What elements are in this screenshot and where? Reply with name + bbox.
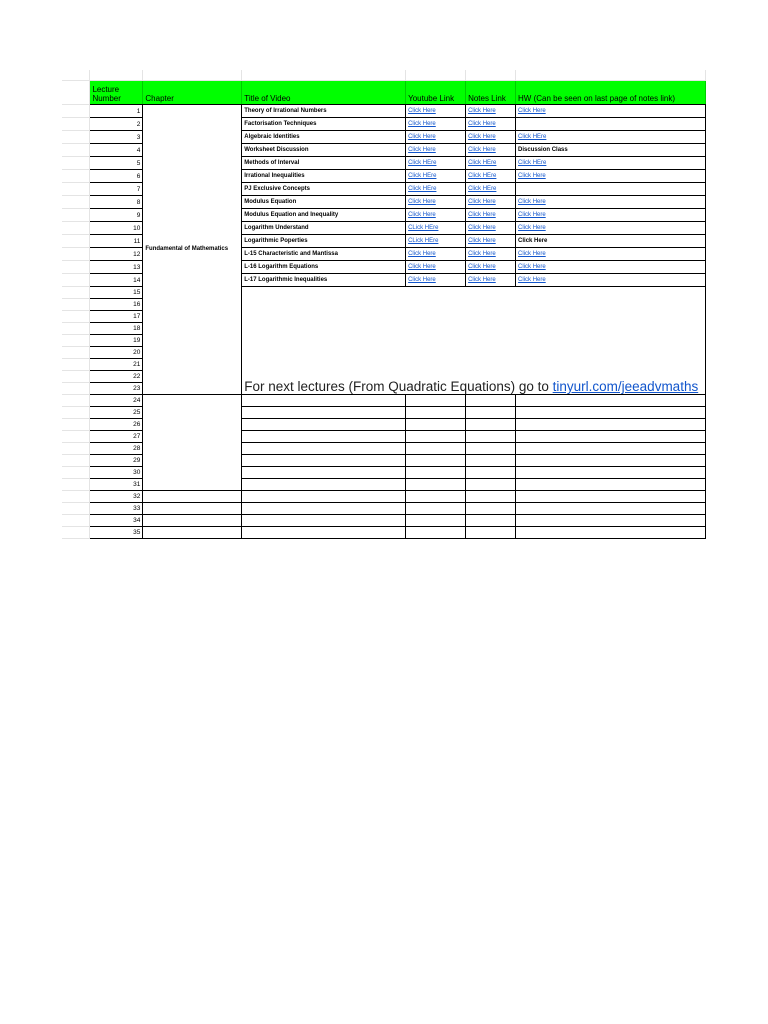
chapter-cell <box>143 491 242 503</box>
header-lecture-number: Lecture Number <box>90 81 143 105</box>
notes-cell <box>466 443 516 455</box>
lecture-number: 30 <box>90 467 143 479</box>
youtube-cell <box>406 467 466 479</box>
youtube-link[interactable]: Click Here <box>408 199 436 205</box>
notes-cell <box>466 491 516 503</box>
notes-cell <box>466 118 516 131</box>
hw-cell <box>516 131 706 144</box>
lecture-number: 31 <box>90 479 143 491</box>
video-title <box>242 419 406 431</box>
notes-cell <box>466 209 516 222</box>
notes-cell <box>466 407 516 419</box>
youtube-cell <box>406 248 466 261</box>
header-gutter <box>62 81 90 105</box>
video-title: Factorisation Techniques <box>242 118 406 131</box>
notes-cell <box>466 527 516 539</box>
hw-cell <box>516 170 706 183</box>
video-title <box>242 527 406 539</box>
notes-link[interactable]: Click Here <box>468 108 496 114</box>
hw-link[interactable]: Click Here <box>518 251 546 257</box>
lecture-number: 35 <box>90 527 143 539</box>
hw-cell <box>516 503 706 515</box>
lecture-number: 33 <box>90 503 143 515</box>
hw-cell <box>516 431 706 443</box>
youtube-link[interactable]: Click Here <box>408 121 436 127</box>
hw-cell <box>516 248 706 261</box>
row-gutter <box>62 196 90 209</box>
notes-cell <box>466 395 516 407</box>
lecture-number: 23 <box>90 383 143 395</box>
lecture-number: 10 <box>90 222 143 235</box>
hw-cell <box>516 105 706 118</box>
youtube-link[interactable]: Click HEre <box>408 173 437 179</box>
lecture-number: 32 <box>90 491 143 503</box>
hw-cell <box>516 479 706 491</box>
row-gutter <box>62 235 90 248</box>
lecture-number: 14 <box>90 274 143 287</box>
notes-link[interactable]: Click HEre <box>468 173 497 179</box>
row-gutter <box>62 515 90 527</box>
youtube-cell <box>406 131 466 144</box>
video-title <box>242 431 406 443</box>
notes-link[interactable]: Click Here <box>468 121 496 127</box>
video-title: Methods of Interval <box>242 157 406 170</box>
youtube-cell <box>406 395 466 407</box>
table-row <box>62 515 706 527</box>
hw-link[interactable]: Click Here <box>518 108 546 114</box>
youtube-cell <box>406 118 466 131</box>
next-lectures-link[interactable]: tinyurl.com/jeeadvmaths <box>552 379 699 394</box>
row-gutter <box>62 359 90 371</box>
hw-link[interactable]: Click Here <box>518 225 546 231</box>
row-gutter <box>62 431 90 443</box>
notes-cell <box>466 479 516 491</box>
youtube-cell <box>406 105 466 118</box>
row-gutter <box>62 323 90 335</box>
notes-link[interactable]: Click Here <box>468 238 496 244</box>
row-gutter <box>62 157 90 170</box>
youtube-cell <box>406 222 466 235</box>
lecture-number: 18 <box>90 323 143 335</box>
youtube-link[interactable]: Click Here <box>408 134 436 140</box>
lecture-number: 24 <box>90 395 143 407</box>
hw-cell <box>516 209 706 222</box>
hw-text: Discussion Class <box>516 144 706 157</box>
header-row <box>62 81 706 105</box>
hw-text: Click Here <box>516 235 706 248</box>
table-row <box>62 491 706 503</box>
row-gutter <box>62 274 90 287</box>
row-gutter <box>62 443 90 455</box>
next-lectures-cell <box>242 287 706 395</box>
row-gutter <box>62 311 90 323</box>
hw-cell <box>516 419 706 431</box>
chapter-cell <box>143 527 242 539</box>
video-title: Irrational Inequalities <box>242 170 406 183</box>
chapter-cell <box>143 503 242 515</box>
youtube-link[interactable]: Click Here <box>408 147 436 153</box>
lecture-number: 3 <box>90 131 143 144</box>
notes-link[interactable]: Click Here <box>468 134 496 140</box>
video-title <box>242 503 406 515</box>
hw-cell <box>516 157 706 170</box>
hw-link[interactable]: Click Here <box>518 212 546 218</box>
youtube-link[interactable]: Click Here <box>408 277 436 283</box>
row-gutter <box>62 479 90 491</box>
hw-cell <box>516 467 706 479</box>
row-gutter <box>62 105 90 118</box>
notes-link[interactable]: Click Here <box>468 277 496 283</box>
video-title: Modulus Equation and Inequality <box>242 209 406 222</box>
youtube-cell <box>406 491 466 503</box>
youtube-cell <box>406 479 466 491</box>
video-title: L-17 Logarithmic Inequalities <box>242 274 406 287</box>
hw-link[interactable]: Click Here <box>518 277 546 283</box>
row-gutter <box>62 383 90 395</box>
row-gutter <box>62 131 90 144</box>
hw-cell <box>516 261 706 274</box>
youtube-cell <box>406 235 466 248</box>
video-title: Modulus Equation <box>242 196 406 209</box>
hw-cell <box>516 443 706 455</box>
video-title: L-15 Characteristic and Mantissa <box>242 248 406 261</box>
lecture-number: 7 <box>90 183 143 196</box>
notes-link[interactable]: Click HEre <box>468 186 497 192</box>
youtube-cell <box>406 196 466 209</box>
row-gutter <box>62 222 90 235</box>
next-lectures-note <box>244 381 698 392</box>
youtube-cell <box>406 407 466 419</box>
notes-cell <box>466 144 516 157</box>
row-gutter <box>62 407 90 419</box>
youtube-link[interactable]: Click Here <box>408 251 436 257</box>
table-row <box>62 527 706 539</box>
row-gutter <box>62 527 90 539</box>
lecture-number: 9 <box>90 209 143 222</box>
lecture-number: 1 <box>90 105 143 118</box>
video-title: Algebraic Identities <box>242 131 406 144</box>
youtube-cell <box>406 170 466 183</box>
lecture-number: 11 <box>90 235 143 248</box>
youtube-cell <box>406 419 466 431</box>
notes-link[interactable]: Click Here <box>468 264 496 270</box>
row-gutter <box>62 371 90 383</box>
hw-link[interactable]: Click Here <box>518 173 546 179</box>
youtube-cell <box>406 209 466 222</box>
video-title <box>242 479 406 491</box>
row-gutter <box>62 491 90 503</box>
notes-cell <box>466 467 516 479</box>
row-gutter <box>62 183 90 196</box>
hw-cell <box>516 222 706 235</box>
notes-cell <box>466 157 516 170</box>
lecture-number: 20 <box>90 347 143 359</box>
notes-link[interactable]: Click Here <box>468 199 496 205</box>
chapter-cell <box>143 515 242 527</box>
notes-cell <box>466 105 516 118</box>
lecture-number: 19 <box>90 335 143 347</box>
spacer-row <box>62 70 706 81</box>
hw-text <box>516 183 706 196</box>
hw-cell <box>516 515 706 527</box>
lecture-spreadsheet <box>62 70 706 539</box>
row-gutter <box>62 455 90 467</box>
lecture-number: 21 <box>90 359 143 371</box>
youtube-cell <box>406 274 466 287</box>
lecture-number: 22 <box>90 371 143 383</box>
notes-cell <box>466 419 516 431</box>
header-title: Title of Video <box>242 81 406 105</box>
youtube-link[interactable]: Click Here <box>408 108 436 114</box>
lecture-number: 15 <box>90 287 143 299</box>
video-title: L-16 Logarithm Equations <box>242 261 406 274</box>
row-gutter <box>62 170 90 183</box>
row-gutter <box>62 335 90 347</box>
hw-cell <box>516 274 706 287</box>
hw-cell <box>516 455 706 467</box>
youtube-link[interactable]: Click HEre <box>408 186 437 192</box>
lecture-number: 34 <box>90 515 143 527</box>
notes-cell <box>466 183 516 196</box>
lecture-number: 8 <box>90 196 143 209</box>
hw-cell <box>516 196 706 209</box>
lecture-number: 4 <box>90 144 143 157</box>
youtube-link[interactable]: CLick HEre <box>408 238 439 244</box>
hw-link[interactable]: Click Here <box>518 264 546 270</box>
table-row <box>62 503 706 515</box>
lecture-number: 28 <box>90 443 143 455</box>
notes-cell <box>466 196 516 209</box>
hw-text <box>516 118 706 131</box>
video-title: Logarithmic Poperties <box>242 235 406 248</box>
lecture-number: 5 <box>90 157 143 170</box>
sheet-viewport <box>0 0 706 540</box>
youtube-link[interactable]: Click Here <box>408 212 436 218</box>
table-row <box>62 395 706 407</box>
row-gutter <box>62 419 90 431</box>
notes-link[interactable]: Click Here <box>468 147 496 153</box>
lecture-number: 17 <box>90 311 143 323</box>
hw-link[interactable]: Click Here <box>518 199 546 205</box>
lecture-number: 26 <box>90 419 143 431</box>
youtube-link[interactable]: Click Here <box>408 264 436 270</box>
notes-cell <box>466 248 516 261</box>
row-gutter <box>62 395 90 407</box>
youtube-cell <box>406 157 466 170</box>
notes-cell <box>466 170 516 183</box>
youtube-link[interactable]: CLick HEre <box>408 225 439 231</box>
notes-cell <box>466 131 516 144</box>
notes-cell <box>466 503 516 515</box>
chapter-cell: Fundamental of Mathematics <box>143 105 242 395</box>
lecture-number: 16 <box>90 299 143 311</box>
lecture-number: 13 <box>90 261 143 274</box>
lecture-number: 6 <box>90 170 143 183</box>
header-notes: Notes Link <box>466 81 516 105</box>
youtube-cell <box>406 261 466 274</box>
hw-cell <box>516 491 706 503</box>
notes-cell <box>466 222 516 235</box>
row-gutter <box>62 118 90 131</box>
lecture-number: 29 <box>90 455 143 467</box>
row-gutter <box>62 261 90 274</box>
row-gutter <box>62 248 90 261</box>
notes-cell <box>466 431 516 443</box>
youtube-cell <box>406 443 466 455</box>
video-title: Theory of Irrational Numbers <box>242 105 406 118</box>
youtube-cell <box>406 455 466 467</box>
youtube-cell <box>406 515 466 527</box>
hw-cell <box>516 527 706 539</box>
row-gutter <box>62 299 90 311</box>
notes-cell <box>466 261 516 274</box>
video-title: Logarithm Understand <box>242 222 406 235</box>
row-gutter <box>62 467 90 479</box>
next-lectures-text: For next lectures (From Quadratic Equations) go to <box>244 379 553 394</box>
header-youtube: Youtube Link <box>406 81 466 105</box>
header-hw: HW (Can be seen on last page of notes link) <box>516 81 706 105</box>
notes-cell <box>466 515 516 527</box>
row-gutter <box>62 503 90 515</box>
lecture-number: 2 <box>90 118 143 131</box>
hw-link[interactable]: Click HEre <box>518 134 547 140</box>
video-title <box>242 491 406 503</box>
lecture-number: 12 <box>90 248 143 261</box>
notes-link[interactable]: Click Here <box>468 225 496 231</box>
video-title <box>242 467 406 479</box>
video-title: PJ Exclusive Concepts <box>242 183 406 196</box>
chapter-cell <box>143 395 242 491</box>
hw-link[interactable]: Click HEre <box>518 160 547 166</box>
notes-link[interactable]: Click Here <box>468 212 496 218</box>
youtube-cell <box>406 527 466 539</box>
youtube-cell <box>406 431 466 443</box>
video-title <box>242 515 406 527</box>
youtube-link[interactable]: Click HEre <box>408 160 437 166</box>
header-chapter: Chapter <box>143 81 242 105</box>
video-title: Worksheet Discussion <box>242 144 406 157</box>
notes-cell <box>466 274 516 287</box>
table-row <box>62 105 706 118</box>
notes-cell <box>466 235 516 248</box>
row-gutter <box>62 144 90 157</box>
youtube-cell <box>406 503 466 515</box>
youtube-cell <box>406 144 466 157</box>
row-gutter <box>62 287 90 299</box>
video-title <box>242 407 406 419</box>
youtube-cell <box>406 183 466 196</box>
notes-cell <box>466 455 516 467</box>
video-title <box>242 395 406 407</box>
notes-link[interactable]: Click HEre <box>468 160 497 166</box>
video-title <box>242 455 406 467</box>
row-gutter <box>62 209 90 222</box>
notes-link[interactable]: Click Here <box>468 251 496 257</box>
lecture-number: 27 <box>90 431 143 443</box>
lecture-number: 25 <box>90 407 143 419</box>
row-gutter <box>62 347 90 359</box>
hw-cell <box>516 395 706 407</box>
video-title <box>242 443 406 455</box>
hw-cell <box>516 407 706 419</box>
